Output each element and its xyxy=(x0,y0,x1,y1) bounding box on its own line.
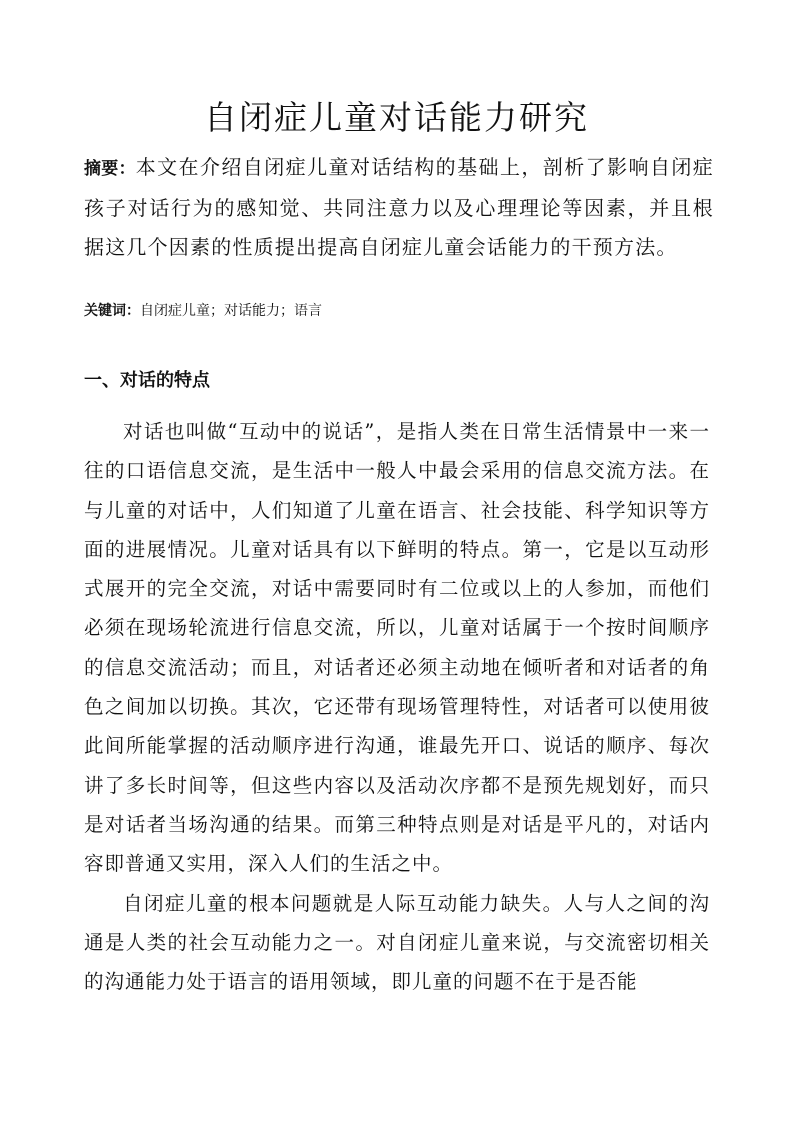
section-body xyxy=(84,412,710,1001)
paragraph: 自闭症儿童的根本问题就是人际互动能力缺失。人与人之间的沟通是人类的社会互动能力之一。对自闭症儿童来说，与交流密切相关的沟通能力处于语言的语用领域，即儿童的问题不在于是否能 xyxy=(84,891,710,994)
paragraph: 对话也叫做“互动中的说话”，是指人类在日常生活情景中一来一往的口语信息交流，是生活中一般人中最会采用的信息交流方法。在与儿童的对话中，人们知道了儿童在语言、社会技能、科学知识等方面的进展情况。儿童对话具有以下鲜明的特点。第一，它是以互动形式展开的完全交流，对话中需要同时有二位或以上的人参加，而他们必须在现场轮流进行信息交流，所以，儿童对话属于一个按时间顺序的信息交流活动；而且，对话者还必须主动地在倾听者和对话者的角色之间加以切换。其次，它还带有现场管理特性，对话者可以使用彼此间所能掌握的活动顺序进行沟通，谁最先开口、说话的顺序、每次讲了多长时间等，但这些内容以及活动次序都不是预先规划好，而只是对话者当场沟通的结果。而第三种特点则是对话是平凡的，对话内容即普通又实用，深入人们的生活之中。 xyxy=(84,420,710,876)
abstract-label: 摘要： xyxy=(84,159,136,179)
keywords-text: 自闭症儿童；对话能力；语言 xyxy=(140,303,322,319)
keywords xyxy=(84,300,714,322)
abstract xyxy=(84,148,714,267)
abstract-text: 本文在介绍自闭症儿童对话结构的基础上，剖析了影响自闭症孩子对话行为的感知觉、共同注意力以及心理理论等因素，并且根据这几个因素的性质提出提高自闭症儿童会话能力的干预方法。 xyxy=(84,155,714,259)
keywords-label: 关键词： xyxy=(84,303,140,319)
section-heading: 一、对话的特点 xyxy=(84,370,210,391)
paper-title: 自闭症儿童对话能力研究 xyxy=(204,98,589,137)
